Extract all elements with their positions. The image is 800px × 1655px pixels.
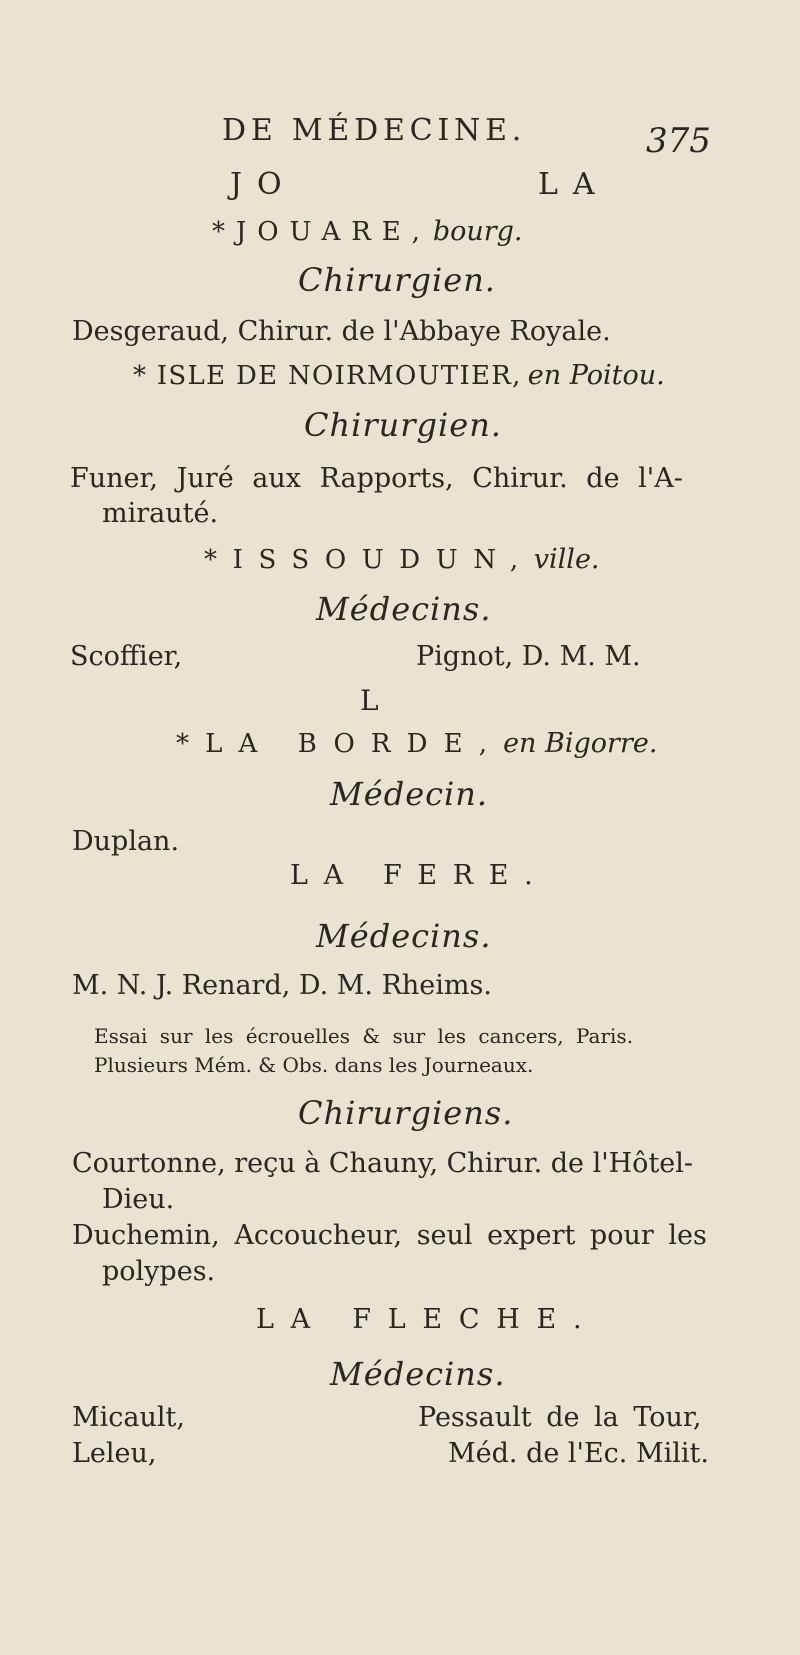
entry-line: Courtonne, reçu à Chauny, Chirur. de l'Hôtel- [72,1148,694,1179]
entry-line: Duchemin, Accoucheur, seul expert pour les [72,1220,707,1251]
place-region: en Poitou. [527,360,665,391]
entry-line: Funer, Juré aux Rapports, Chirur. de l'A- [70,463,683,494]
entry-right: Méd. de l'Ec. Milit. [448,1438,709,1469]
subheading: Médecins. [316,917,492,955]
page-number: 375 [646,121,711,161]
place-name: *LA BORDE, [176,729,504,759]
place-heading-la-fleche: LA FLECHE. [256,1304,599,1335]
note-line: Essai sur les écrouelles & sur les cancers, Paris. [94,1024,634,1048]
subheading: Médecin. [330,775,489,813]
place-heading-la-borde [176,730,657,757]
section-letter: L [360,684,379,717]
note-line: Plusieurs Mém. & Obs. dans les Journeaux. [94,1053,534,1077]
place-name: * ISLE DE NOIRMOUTIER, [133,361,522,391]
entry-left: Leleu, [72,1438,157,1469]
place-heading-la-fere: LA FERE. [290,860,549,891]
subheading: Médecins. [316,590,492,628]
subheading: Médecins. [330,1355,506,1393]
entry-left: Micault, [72,1402,185,1433]
place-type: ville. [533,544,600,575]
subheading: Chirurgien. [298,261,496,299]
place-heading-issoudun [204,546,600,573]
place-heading-jouare [212,218,523,245]
entry-line: Duplan. [72,826,180,857]
running-head-title: DE MÉDECINE. [222,113,527,148]
place-heading-noirmoutier [133,362,665,389]
place-name: *ISSOUDUN, [204,545,534,575]
place-name: *JOUARE, [212,217,431,247]
entry-left: Scoffier, [70,641,183,672]
subheading: Chirurgiens. [298,1094,514,1132]
place-region: en Bigorre. [503,728,658,759]
catchword-right: LA [538,167,610,202]
entry-line: mirauté. [102,498,219,529]
entry-right: Pessault de la Tour, [418,1402,702,1433]
entry-line: Dieu. [102,1184,175,1215]
entry-line: M. N. J. Renard, D. M. Rheims. [72,970,492,1001]
entry-line: polypes. [102,1256,216,1287]
entry-right: Pignot, D. M. M. [416,641,641,672]
catchword-left: JO [230,167,297,202]
subheading: Chirurgien. [304,406,502,444]
place-type: bourg. [432,216,523,247]
entry-line: Desgeraud, Chirur. de l'Abbaye Royale. [72,316,611,347]
